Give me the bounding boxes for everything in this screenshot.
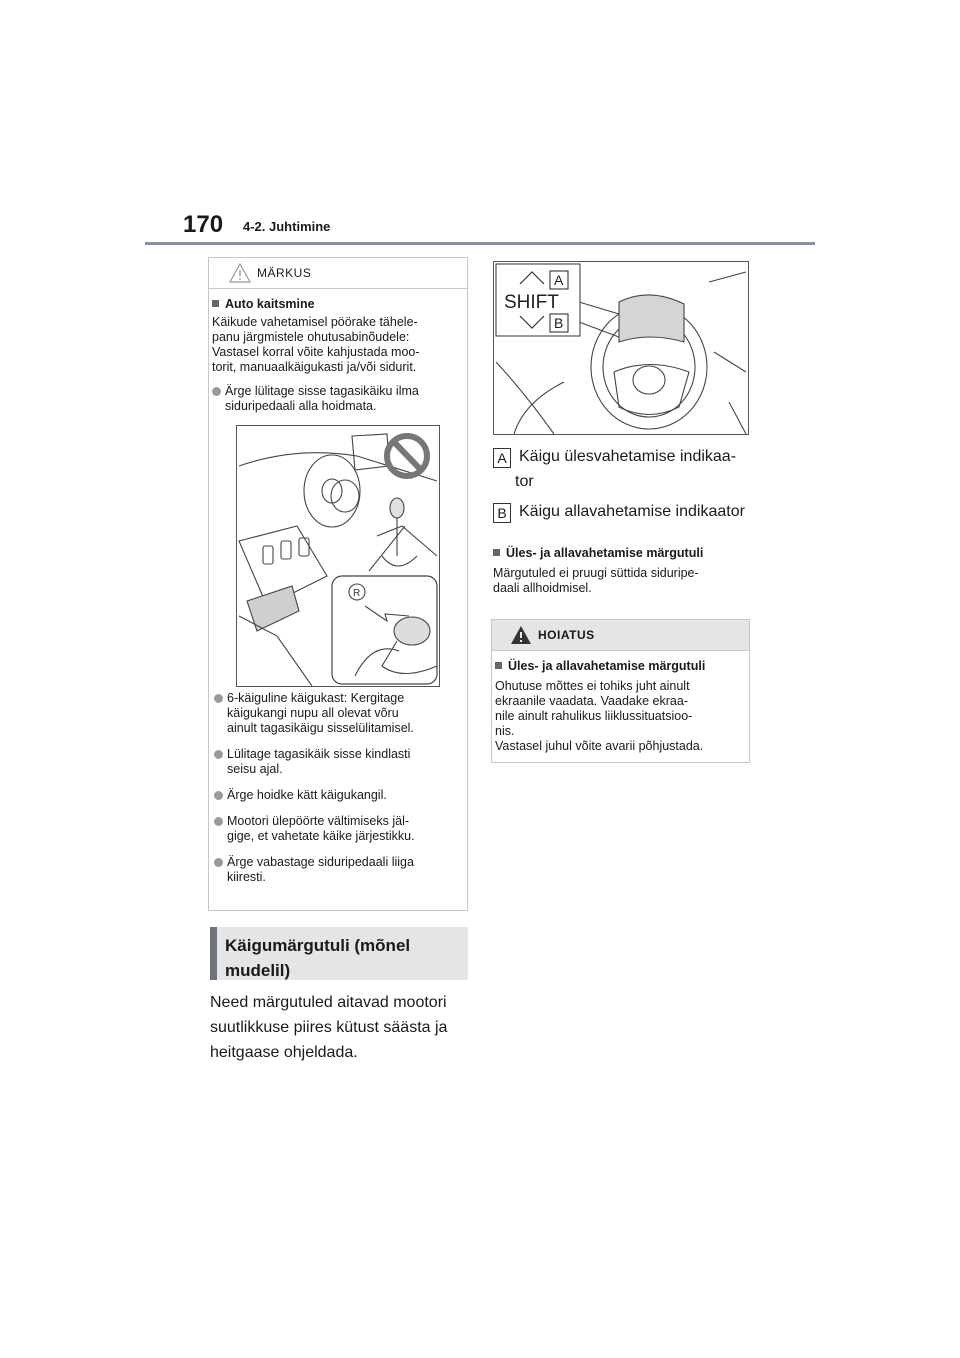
- bullet-dot-icon: [214, 694, 223, 703]
- notice-intro: Käikude vahetamisel pöörake tähele- panu järgmistele ohutusabinõudele: Vastasel korral võite kahjustada moo- torit, manuaalkäigukasti ja/või sidurit.: [212, 315, 420, 374]
- caution-triangle-icon: [229, 263, 251, 283]
- warning-triangle-icon: [510, 625, 532, 645]
- notice-bullet: Mootori ülepöörte vältimiseks jäl- gige, et vahetate käike järjestikku.: [214, 814, 461, 844]
- section-title: 4-2. Juhtimine: [243, 219, 331, 234]
- warning-box: [491, 619, 750, 763]
- square-bullet-icon: [493, 549, 500, 556]
- section-heading: [210, 927, 468, 980]
- svg-text:R: R: [353, 588, 361, 599]
- bullet-dot-icon: [212, 387, 221, 396]
- notice-label: MÄRKUS: [257, 266, 312, 280]
- notice-bullet: 6-käiguline käigukast: Kergitage käigukangi nupu all olevat võru ainult tagasikäigu sisselülitamisel.: [214, 691, 461, 736]
- gear-lever-illustration: [236, 425, 440, 687]
- svg-text:A: A: [554, 272, 564, 288]
- svg-text:SHIFT: SHIFT: [504, 292, 559, 313]
- bullet-dot-icon: [214, 817, 223, 826]
- warning-label: HOIATUS: [538, 628, 595, 642]
- info-subheading: Üles- ja allavahetamise märgutuli: [493, 546, 703, 560]
- warning-header: [492, 620, 749, 651]
- notice-bullet: Lülitage tagasikäik sisse kindlasti seisu ajal.: [214, 747, 461, 777]
- square-bullet-icon: [212, 300, 219, 307]
- notice-bullets: [211, 691, 465, 885]
- info-text: Märgutuled ei pruugi süttida siduripe- daali allhoidmisel.: [493, 566, 699, 595]
- bullet-dot-icon: [214, 858, 223, 867]
- legend-label-b: B: [493, 503, 511, 523]
- bullet-dot-icon: [214, 791, 223, 800]
- notice-bullet: Ärge vabastage siduripedaali liiga kiiresti.: [214, 855, 461, 885]
- warning-text: Ohutuse mõttes ei tohiks juht ainult ekraanile vaadata. Vaadake ekraa- nile ainult rahulikus liiklussituatsioo- nis. Vastasel juhul võite avarii põhjustada.: [495, 679, 704, 753]
- section-heading-text: Käigumärgutuli (mõnel mudelil): [225, 936, 411, 980]
- gear-lever-drawing: [237, 426, 439, 686]
- body-paragraph: Need märgutuled aitavad mootori suutlikkuse piires kütust säästa ja heitgaase ohjeldada.: [210, 994, 448, 1061]
- shift-indicator-drawing: [494, 262, 748, 434]
- warning-subheading: Üles- ja allavahetamise märgutuli: [495, 659, 749, 673]
- page-number: 170: [183, 211, 224, 238]
- svg-text:B: B: [554, 315, 564, 331]
- notice-header: [209, 258, 467, 289]
- notice-bullet: Ärge lülitage sisse tagasikäiku ilma siduripedaali alla hoidmata.: [212, 384, 463, 414]
- notice-subheading: Auto kaitsmine: [212, 297, 467, 311]
- square-bullet-icon: [495, 662, 502, 669]
- legend-item-b: B Käigu allavahetamise indikaator: [493, 499, 753, 524]
- header-rule: [145, 242, 815, 245]
- shift-indicator-illustration: [493, 261, 749, 435]
- legend-item-a: A Käigu ülesvahetamise indikaa- tor: [493, 444, 753, 494]
- bullet-dot-icon: [214, 750, 223, 759]
- notice-bullet: Ärge hoidke kätt käigukangil.: [214, 788, 461, 803]
- legend-label-a: A: [493, 448, 511, 468]
